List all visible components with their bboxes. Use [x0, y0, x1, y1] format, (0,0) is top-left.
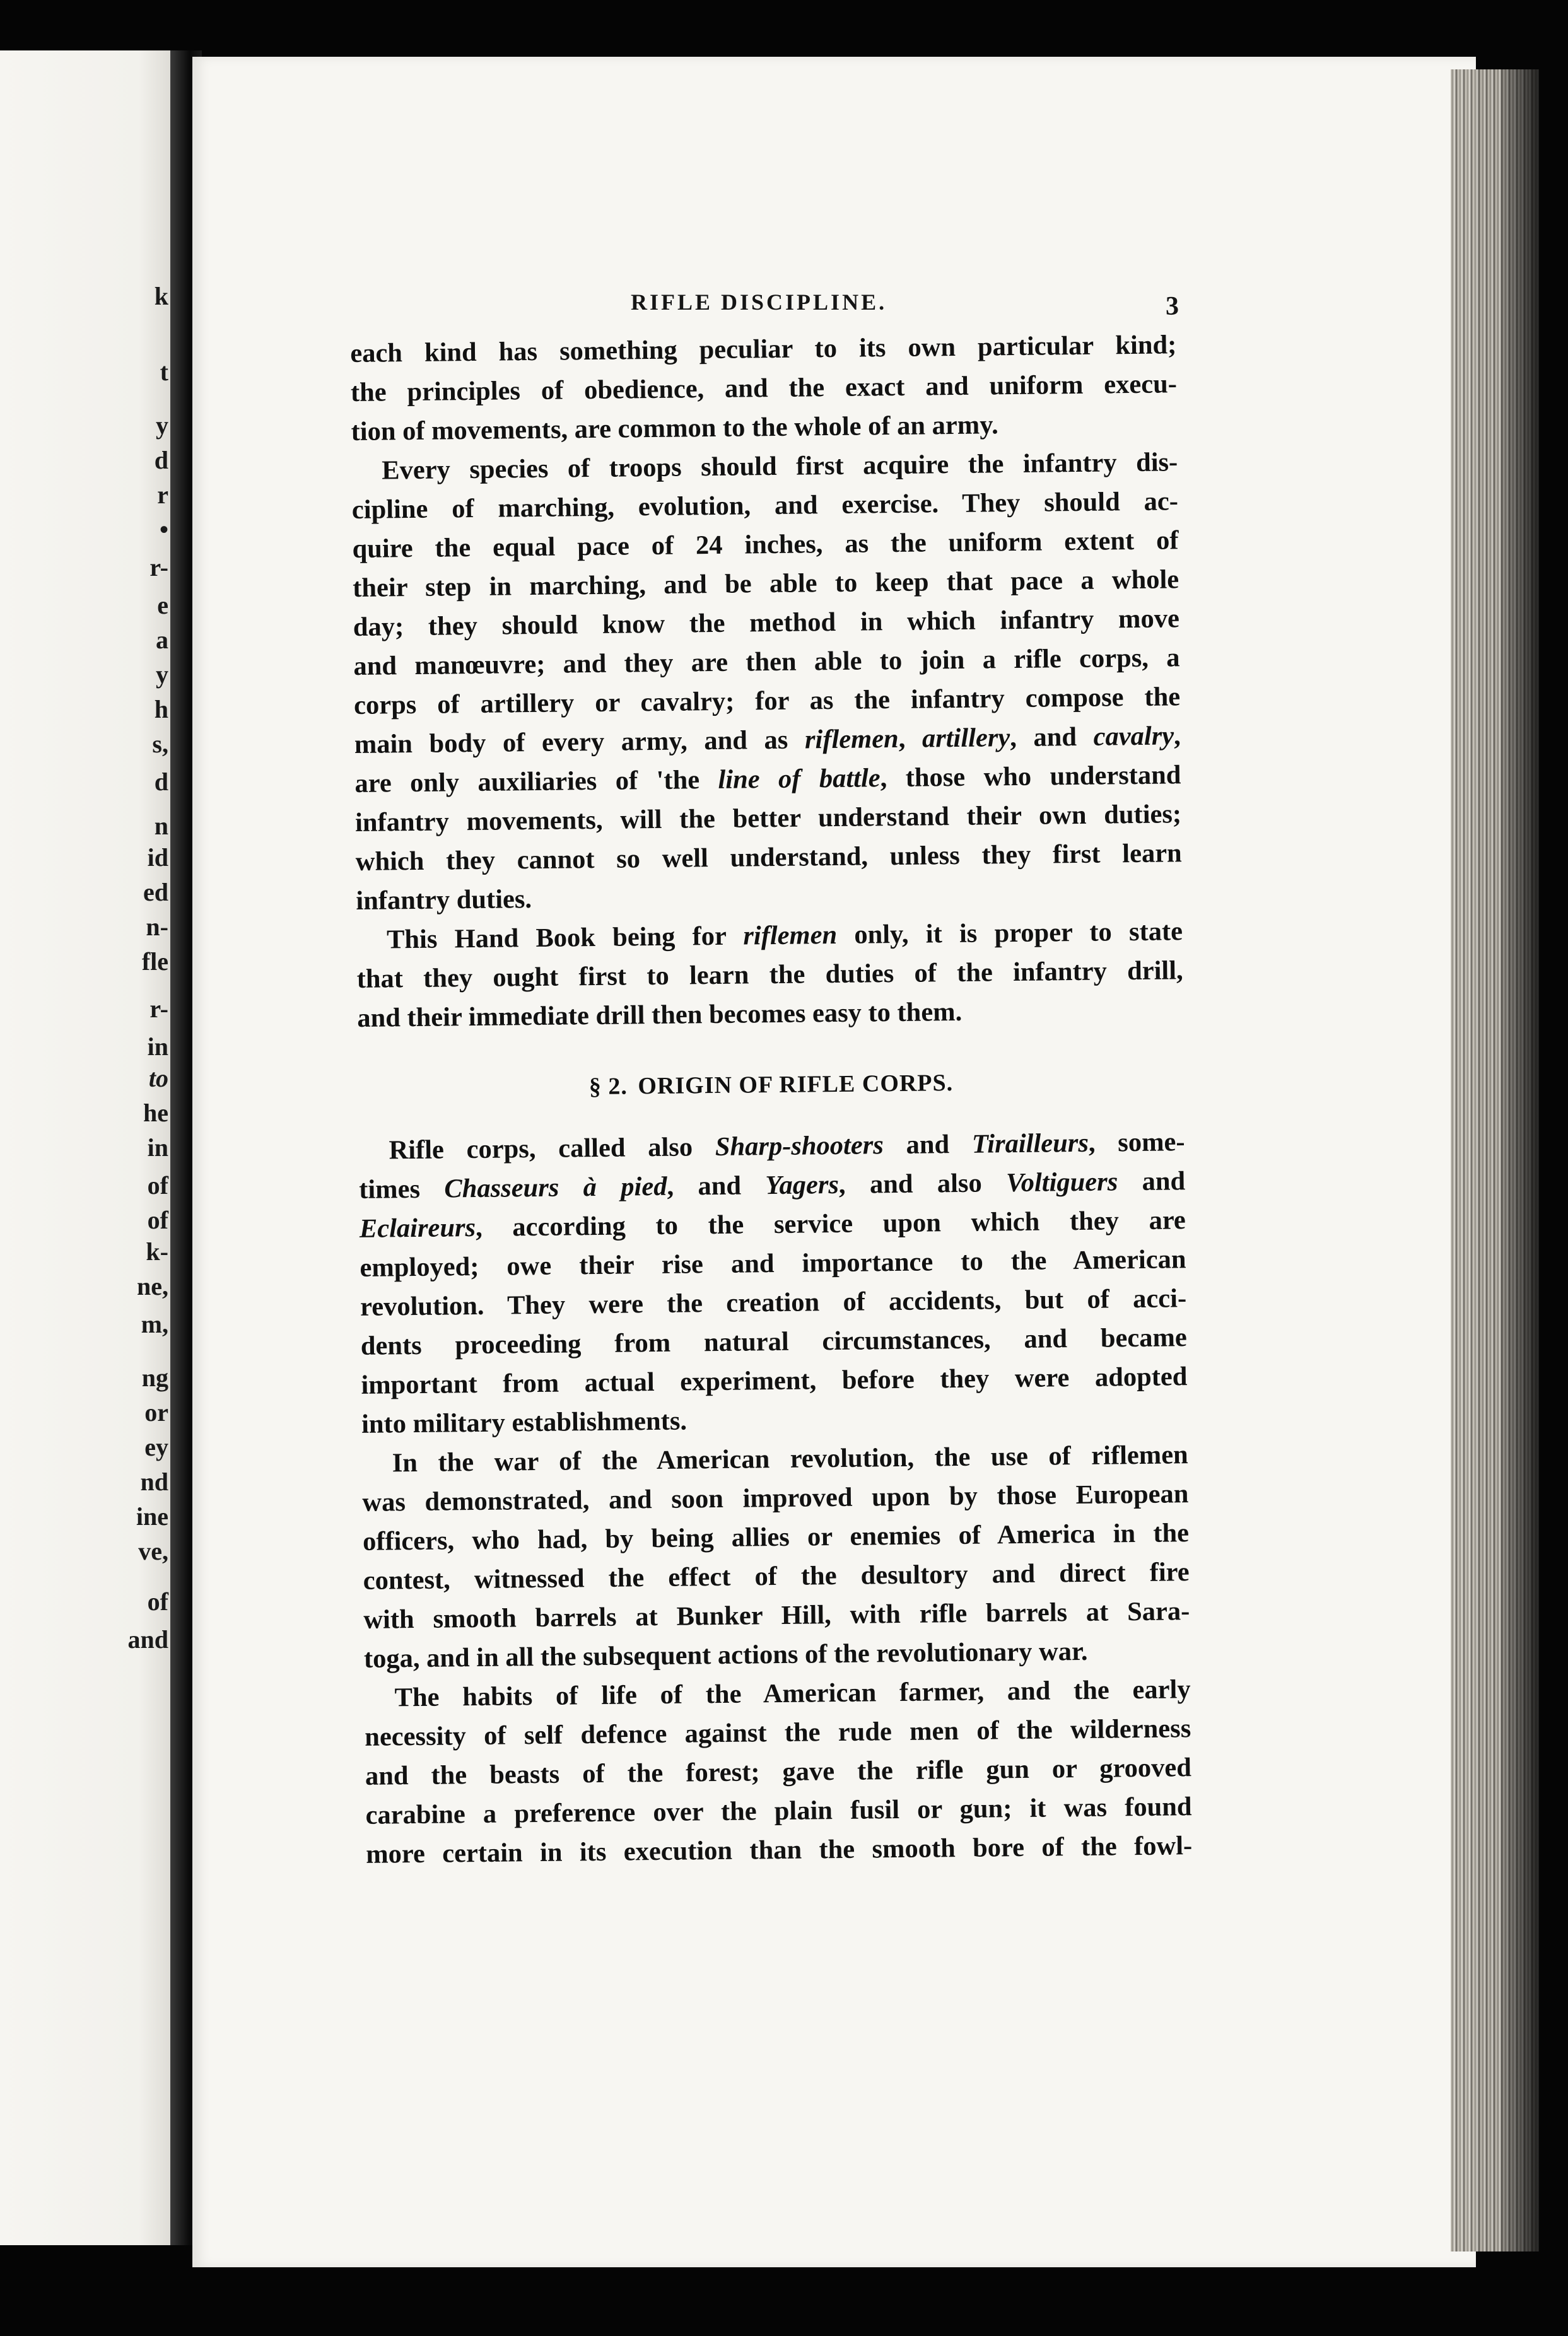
- text-line: revolution. They were the creation of accidents, but of acci-: [360, 1283, 1187, 1322]
- text-line: Every species of troops should first acquire the infantry dis-: [382, 447, 1178, 486]
- italic-run: Chasseurs à pied: [444, 1171, 667, 1204]
- paragraph-1: [350, 325, 1178, 452]
- body-text: [350, 325, 1193, 1874]
- facing-page-text-fragment: y: [156, 660, 168, 689]
- facing-page-text-fragment: of: [147, 1206, 168, 1234]
- text-run: , and also: [838, 1168, 1007, 1200]
- facing-page-text-fragment: m,: [141, 1310, 168, 1338]
- facing-page-text-fragment: k-: [146, 1237, 168, 1266]
- facing-page-text-fragment: d: [154, 446, 168, 474]
- text-line: each kind has something peculiar to its own particular kind;: [350, 330, 1177, 368]
- italic-run: Tirailleurs: [971, 1128, 1089, 1159]
- text-run: , according to the service upon which they are: [475, 1205, 1186, 1242]
- text-run: , and: [1009, 721, 1094, 753]
- text-run: main body of every army, and as: [354, 725, 805, 759]
- text-line: day; they should know the method in which infantry move: [353, 604, 1180, 642]
- facing-page-text-fragment: t: [160, 358, 168, 386]
- facing-page-text-fragment: ey: [144, 1433, 168, 1461]
- facing-page-text-fragment: n: [154, 812, 168, 840]
- page-edges-shadow: [1501, 69, 1539, 2251]
- facing-page-left: [0, 50, 173, 2245]
- facing-page-text-fragment: r-: [149, 553, 168, 581]
- facing-page-text-fragment: h: [154, 695, 168, 723]
- text-run: , those who understand: [880, 760, 1181, 793]
- text-line: and their immediate drill then becomes easy to them.: [357, 996, 962, 1033]
- text-line: tion of movements, are common to the whole of an army.: [351, 410, 998, 447]
- italic-run: line of battle: [718, 763, 881, 795]
- text-line: their step in marching, and be able to keep that pace a whole: [352, 564, 1179, 603]
- paragraph-6: [364, 1670, 1192, 1874]
- text-line: carabine a preference over the plain fusil or gun; it was found: [365, 1792, 1192, 1830]
- paragraph-3: [356, 912, 1184, 1038]
- paragraph-2: [351, 443, 1183, 921]
- text-line: with smooth barrels at Bunker Hill, with rifle barrels at Sara-: [363, 1596, 1190, 1635]
- text-run: and: [1117, 1166, 1186, 1197]
- text-run: ,: [1173, 721, 1181, 751]
- facing-page-text-fragment: n-: [146, 913, 168, 941]
- text-line: infantry movements, will the better understand their own duties;: [354, 799, 1182, 838]
- facing-page-text-fragment: he: [143, 1099, 168, 1127]
- text-line: dents proceeding from natural circumstances, and became: [360, 1323, 1187, 1361]
- text-line: important from actual experiment, before they were adopted: [361, 1362, 1188, 1400]
- italic-run: cavalry: [1093, 721, 1174, 752]
- facing-page-text-fragment: ine: [136, 1502, 168, 1531]
- text-line: and manœuvre; and they are then able to join a rifle corps, a: [353, 643, 1180, 681]
- text-line: that they ought first to learn the duties of the infantry drill,: [356, 955, 1183, 994]
- facing-page-text-fragment: •: [159, 515, 168, 544]
- facing-page-text-fragment: and: [127, 1625, 168, 1654]
- section-number: § 2.: [588, 1073, 628, 1101]
- facing-page-text-fragment: r: [157, 481, 168, 509]
- text-line: cipline of marching, evolution, and exercise. They should ac-: [351, 486, 1179, 525]
- running-title: RIFLE DISCIPLINE.: [631, 289, 887, 315]
- text-run: are only auxiliaries of 'the: [354, 764, 718, 798]
- text-run: Rifle corps, called also: [389, 1132, 716, 1165]
- facing-page-text-fragment: e: [157, 591, 168, 619]
- text-run: times: [358, 1174, 445, 1205]
- text-run: only, it is proper to state: [836, 916, 1183, 950]
- text-line: quire the equal pace of 24 inches, as the uniform extent of: [352, 525, 1179, 564]
- text-line: infantry duties.: [356, 884, 532, 916]
- italic-run: Sharp-shooters: [715, 1130, 884, 1162]
- facing-page-text-fragment: of: [147, 1171, 168, 1200]
- facing-page-text-fragment: id: [147, 843, 168, 872]
- text-line: In the war of the American revolution, the use of riflemen: [392, 1440, 1188, 1478]
- italic-run: riflemen: [743, 920, 838, 951]
- facing-page-text-fragment: or: [144, 1398, 168, 1427]
- text-run: , and: [667, 1171, 766, 1201]
- facing-page-text-fragment: d: [154, 768, 168, 796]
- text-run: This Hand Book being for: [386, 921, 744, 955]
- facing-page-text-fragment: k: [154, 282, 168, 310]
- facing-page-text-fragment: ve,: [138, 1537, 168, 1565]
- italic-run: artillery: [921, 723, 1010, 754]
- facing-page-text-fragment: to: [148, 1064, 168, 1092]
- facing-page-text-fragment: in: [147, 1032, 168, 1061]
- italic-run: riflemen: [804, 723, 899, 755]
- facing-page-text-fragment: y: [156, 411, 168, 440]
- text-line: corps of artillery or cavalry; for as the infantry compose the: [353, 682, 1181, 720]
- text-run: , some-: [1088, 1127, 1185, 1158]
- text-line: the principles of obedience, and the exact and uniform execu-: [350, 369, 1178, 407]
- text-line: into military establishments.: [361, 1406, 687, 1439]
- facing-page-text-fragment: nd: [140, 1468, 168, 1496]
- text-line: officers, who had, by being allies or enemies of America in the: [362, 1518, 1190, 1556]
- facing-page-text-fragment: in: [147, 1133, 168, 1162]
- text-line: necessity of self defence against the rude men of the wilderness: [365, 1714, 1191, 1752]
- facing-page-text-fragment: fle: [141, 947, 168, 976]
- paragraph-4: [358, 1123, 1188, 1444]
- facing-page-text-fragment: r-: [149, 995, 168, 1023]
- text-line: was demonstrated, and soon improved upon by those European: [362, 1479, 1189, 1517]
- text-run: and: [883, 1129, 973, 1160]
- facing-page-text-fragment: s,: [152, 730, 168, 758]
- text-run: ,: [898, 723, 923, 754]
- italic-run: Yagers: [765, 1169, 840, 1201]
- paragraph-5: [361, 1435, 1190, 1679]
- facing-page-text-fragment: ne,: [137, 1272, 168, 1300]
- italic-run: Eclaireurs: [359, 1212, 476, 1244]
- section-heading: [358, 1061, 1185, 1109]
- text-line: contest, witnessed the effect of the desultory and direct fire: [363, 1557, 1190, 1596]
- page-number: 3: [1166, 292, 1179, 321]
- facing-page-text-fragment: ng: [141, 1364, 168, 1392]
- text-line: The habits of life of the American farmer, and the early: [394, 1674, 1191, 1713]
- text-line: toga, and in all the subsequent actions of the revolutionary war.: [363, 1636, 1088, 1674]
- section-title: ORIGIN OF RIFLE CORPS.: [638, 1070, 954, 1100]
- facing-page-text-fragment: a: [156, 626, 168, 654]
- text-line: which they cannot so well understand, unless they first learn: [355, 838, 1182, 877]
- facing-page-text-fragment: ed: [143, 878, 168, 906]
- text-line: more certain in its execution than the smooth bore of the fowl-: [365, 1831, 1193, 1869]
- text-line: and the beasts of the forest; gave the rifle gun or grooved: [365, 1753, 1192, 1791]
- italic-run: Voltiguers: [1005, 1167, 1118, 1198]
- text-line: employed; owe their rise and importance to the American: [360, 1244, 1186, 1283]
- facing-page-text-fragment: of: [147, 1587, 168, 1616]
